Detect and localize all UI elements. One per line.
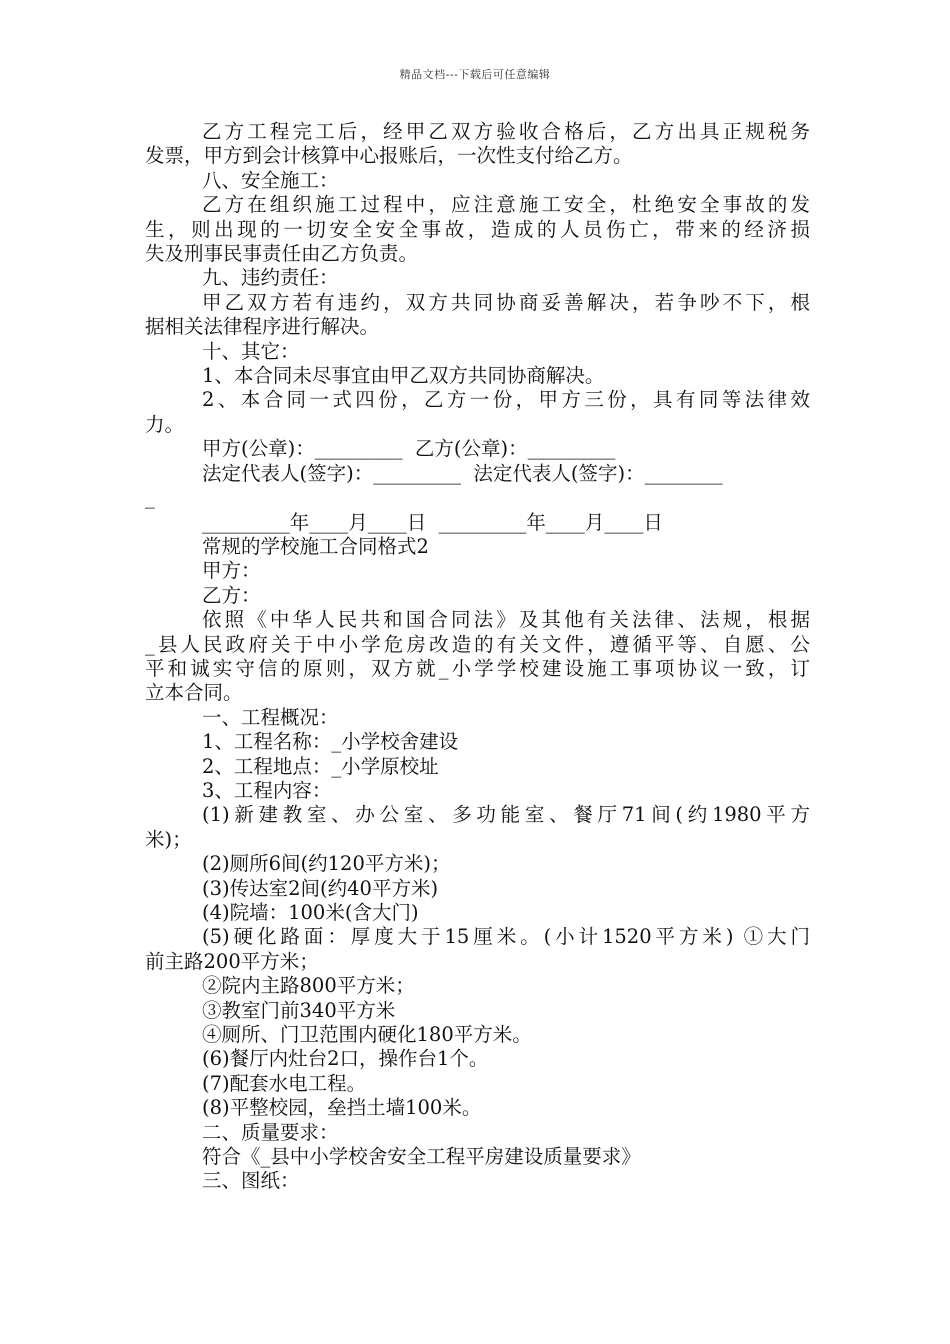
paragraph-line: (1)新建教室、办公室、多功能室、餐厅71间(约1980平方 xyxy=(202,803,810,827)
paragraph-line: (8)平整校园，垒挡土墙100米。 xyxy=(202,1096,482,1120)
page-header: 精品文档---下载后可任意编辑 xyxy=(399,68,551,81)
paragraph-line: 乙方： xyxy=(202,583,261,607)
paragraph-line: (7)配套水电工程。 xyxy=(202,1071,367,1095)
paragraph-line: 常规的学校施工合同格式2 xyxy=(202,534,429,558)
paragraph-line: 八、安全施工： xyxy=(202,168,339,192)
paragraph-line: 依照《中华人民共和国合同法》及其他有关法律、法规，根据 xyxy=(202,608,810,632)
paragraph-line: 2、工程地点：_小学原校址 xyxy=(202,754,439,778)
paragraph-line: _ xyxy=(145,486,155,510)
paragraph-line: 平和诚实守信的原则，双方就_小学学校建设施工事项协议一致，订 xyxy=(145,656,810,680)
paragraph-line: 十、其它： xyxy=(202,339,300,363)
paragraph-line: 发票，甲方到会计核算中心报账后，一次性支付给乙方。 xyxy=(145,144,633,168)
document-body xyxy=(145,120,810,1194)
paragraph-line: 符合《_县中小学校舍安全工程平房建设质量要求》 xyxy=(202,1145,641,1169)
paragraph-line: (6)餐厅内灶台2口，操作台1个。 xyxy=(202,1047,489,1071)
paragraph-line: (2)厕所6间(约120平方米)； xyxy=(202,852,451,876)
paragraph-line: (5)硬化路面：厚度大于15厘米。(小计1520平方米) ①大门 xyxy=(202,925,810,949)
paragraph-line: _县人民政府关于中小学危房改造的有关文件，遵循平等、自愿、公 xyxy=(145,632,810,656)
paragraph-line: 甲方(公章)：_________ 乙方(公章)：_________ xyxy=(202,437,616,461)
paragraph-line: 据相关法律程序进行解决。 xyxy=(145,315,380,339)
paragraph-line: 米)； xyxy=(145,827,192,851)
paragraph-line: 力。 xyxy=(145,412,185,436)
paragraph-line: 法定代表人(签字)：_________ 法定代表人(签字)：________ xyxy=(202,461,723,485)
paragraph-line: ②院内主路800平方米； xyxy=(202,974,415,998)
paragraph-line: 2、本合同一式四份，乙方一份，甲方三份，具有同等法律效 xyxy=(202,388,810,412)
paragraph-line: 生，则出现的一切安全安全事故，造成的人员伤亡，带来的经济损 xyxy=(145,217,810,241)
paragraph-line: 甲乙双方若有违约，双方共同协商妥善解决，若争吵不下，根 xyxy=(202,290,810,314)
paragraph-line: ③教室门前340平方米 xyxy=(202,998,396,1022)
paragraph-line: 1、工程名称：_小学校舍建设 xyxy=(202,730,459,754)
paragraph-line: 一、工程概况： xyxy=(202,705,339,729)
paragraph-line: 九、违约责任： xyxy=(202,266,339,290)
paragraph-line: (4)院墙：100米(含大门) xyxy=(202,901,419,924)
paragraph-line: _________年____月____日 _________年____月____日 xyxy=(202,510,663,534)
paragraph-line: (3)传达室2间(约40平方米) xyxy=(202,876,439,900)
paragraph-line: ④厕所、门卫范围内硬化180平方米。 xyxy=(202,1023,532,1047)
paragraph-line: 三、图纸： xyxy=(202,1169,300,1193)
paragraph-line: 乙方在组织施工过程中，应注意施工安全，杜绝安全事故的发 xyxy=(202,193,810,217)
paragraph-line: 3、工程内容： xyxy=(202,778,332,802)
paragraph-line: 二、质量要求： xyxy=(202,1120,339,1144)
paragraph-line: 1、本合同未尽事宜由甲乙双方共同协商解决。 xyxy=(202,364,605,388)
paragraph-line: 立本合同。 xyxy=(145,681,243,705)
paragraph-line: 甲方： xyxy=(202,559,261,583)
paragraph-line: 前主路200平方米； xyxy=(145,949,319,973)
paragraph-line: 乙方工程完工后，经甲乙双方验收合格后，乙方出具正规税务 xyxy=(202,120,810,143)
paragraph-line: 失及刑事民事责任由乙方负责。 xyxy=(145,242,419,266)
